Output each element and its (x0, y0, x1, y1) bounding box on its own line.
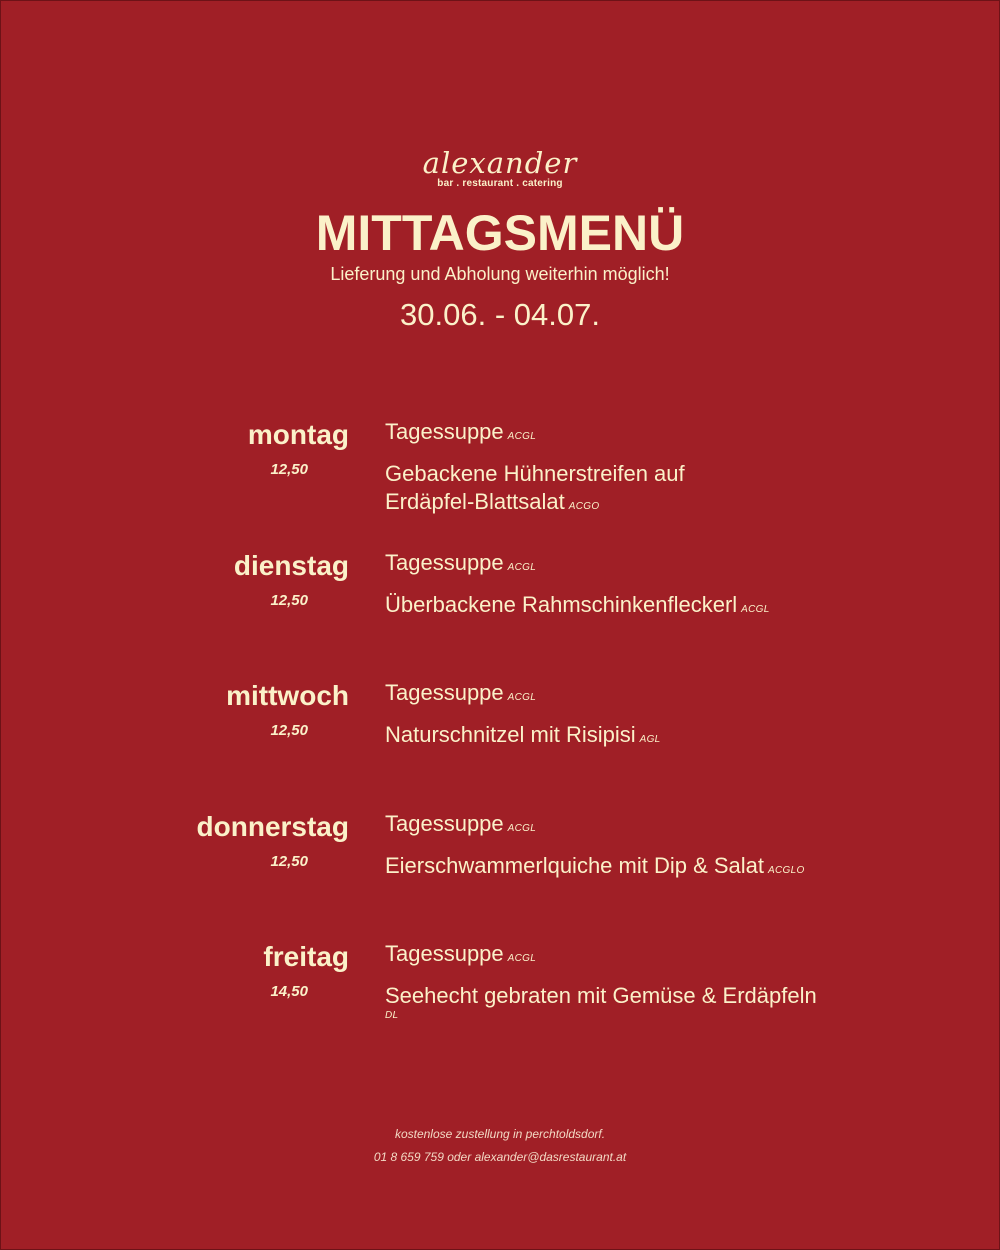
day-thursday (0, 810, 1000, 930)
soup-allergens: ACGL (507, 562, 537, 573)
day-tuesday (0, 549, 1000, 669)
main-dish (385, 982, 875, 1022)
soup-allergens: ACGL (507, 431, 537, 442)
menu-subtitle: Lieferung und Abholung weiterhin möglich! (330, 264, 670, 284)
soup-allergens: ACGL (507, 692, 537, 703)
soup-name: Tagessuppe (385, 419, 504, 444)
main-allergens: DL (385, 1010, 399, 1021)
main-dish-name: Überbackene Rahmschinkenfleckerl (385, 592, 738, 617)
soup-name: Tagessuppe (385, 680, 504, 705)
soup-allergens: ACGL (507, 823, 537, 834)
day-name: mittwoch (226, 680, 349, 711)
price: 14,50 (270, 983, 308, 1000)
restaurant-logo (0, 148, 1000, 190)
menu-dates: 30.06. - 04.07. (400, 297, 600, 332)
main-allergens: ACGLO (768, 865, 805, 876)
day-name: freitag (263, 941, 349, 972)
price: 12,50 (270, 592, 308, 609)
main-dish (385, 721, 875, 754)
main-dish (385, 852, 875, 885)
day-name: donnerstag (196, 811, 349, 842)
price: 12,50 (270, 853, 308, 870)
main-dish-name: Eierschwammerlquiche mit Dip & Salat (385, 853, 765, 878)
soup-item (385, 940, 536, 973)
main-allergens: ACGL (741, 604, 770, 615)
main-dish-line2: Erdäpfel-Blattsalat (385, 489, 565, 514)
main-dish-name: Naturschnitzel mit Risipisi (385, 722, 636, 747)
footer-contact: 01 8 659 759 oder alexander@dasrestaurant.at (373, 1150, 627, 1164)
soup-allergens: ACGL (507, 953, 537, 964)
day-wednesday (0, 679, 1000, 799)
day-name: montag (247, 419, 349, 450)
logo-tagline: bar . restaurant . catering (437, 178, 563, 189)
soup-item (385, 549, 536, 582)
menu-title: MITTAGSMENÜ (315, 205, 685, 261)
main-dish (385, 460, 875, 521)
footer-delivery-note: kostenlose zustellung in perchtoldsdorf. (394, 1127, 606, 1141)
day-friday (0, 940, 1000, 1060)
soup-name: Tagessuppe (385, 941, 504, 966)
main-allergens: AGL (639, 734, 661, 745)
price: 12,50 (270, 461, 308, 478)
soup-item (385, 679, 536, 712)
soup-item (385, 810, 536, 843)
soup-name: Tagessuppe (385, 550, 504, 575)
soup-name: Tagessuppe (385, 811, 504, 836)
price: 12,50 (270, 722, 308, 739)
main-dish-line1: Gebackene Hühnerstreifen auf (385, 461, 685, 486)
day-monday (0, 418, 1000, 538)
main-allergens: ACGO (568, 501, 600, 512)
main-dish-name: Seehecht gebraten mit Gemüse & Erdäpfeln (385, 983, 817, 1008)
day-name: dienstag (233, 550, 349, 581)
main-dish (385, 591, 875, 624)
logo-name: alexander (422, 146, 578, 180)
soup-item (385, 418, 536, 451)
